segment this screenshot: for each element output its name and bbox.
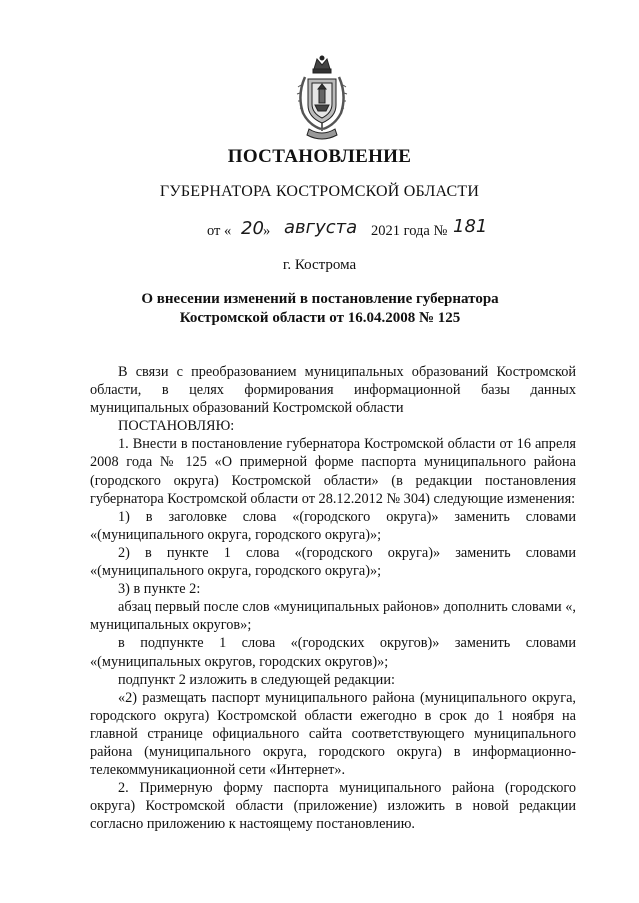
date-year-text: 2021 года № bbox=[371, 223, 448, 239]
city-name: г. Кострома bbox=[282, 257, 357, 273]
handwritten-number: 181 bbox=[453, 216, 488, 237]
document-subject-heading bbox=[120, 290, 520, 327]
paragraph-item-1: 1. Внести в постановление губернатора Костромской области от 16 апреля 2008 года № 125 «О примерной форме паспорта муниципального района (городского округа) Костромской области» (в редакции постановления губернатора Костромской области от 28.12.2012 № 304) следующие изменения: bbox=[90, 436, 576, 507]
coat-of-arms-emblem bbox=[295, 55, 349, 141]
paragraph-preamble: В связи с преобразованием муниципальных образований Костромской области, в целях формирования информационной базы данных муниципальных образований Костромской области bbox=[90, 364, 576, 417]
handwritten-month: августа bbox=[284, 217, 358, 238]
paragraph-decree: ПОСТАНОВЛЯЮ: bbox=[118, 418, 235, 435]
paragraph-subitem-3: 3) в пункте 2: bbox=[118, 581, 201, 598]
paragraph-subpoint-1: в подпункте 1 слова «(городских округов)» заменить словами «(муниципальных округов, городских округов)»; bbox=[90, 635, 576, 670]
date-number-line bbox=[0, 218, 639, 248]
document-title: ПОСТАНОВЛЕНИЕ bbox=[227, 146, 412, 167]
document-body bbox=[90, 363, 576, 833]
paragraph-subitem-2: 2) в пункте 1 слова «(городского округа)» заменить словами «(муниципального округа, городского округа)»; bbox=[90, 544, 576, 580]
heading-line-2: Костромской области от 16.04.2008 № 125 bbox=[179, 309, 461, 326]
paragraph-subpoint-2-text: «2) размещать паспорт муниципального района (муниципального округа, городского округа) Костромской области ежегодно в срок до 1 ноября на главной странице официального сайта соответствующего муниципального района (муниципального округа, городского округа) в информационно-телекоммуникационной сети «Интернет». bbox=[90, 689, 576, 779]
paragraph-item-2: 2. Примерную форму паспорта муниципального района (городского округа) Костромской области (приложение) изложить в новой редакции согласно приложению к настоящему постановлению. bbox=[90, 780, 576, 833]
date-prefix: от « bbox=[207, 223, 232, 239]
paragraph-abzac-first: абзац первый после слов «муниципальных районов» дополнить словами «, муниципальных округов»; bbox=[90, 599, 576, 634]
document-issuer: ГУБЕРНАТОРА КОСТРОМСКОЙ ОБЛАСТИ bbox=[159, 183, 480, 200]
heading-line-1: О внесении изменений в постановление губернатора bbox=[141, 291, 499, 307]
date-quote-close: » bbox=[263, 223, 271, 239]
handwritten-day: 20 bbox=[241, 218, 264, 239]
paragraph-subpoint-2-intro: подпункт 2 изложить в следующей редакции: bbox=[118, 671, 395, 688]
paragraph-subitem-1: 1) в заголовке слова «(городского округа)» заменить словами «(муниципального округа, городского округа)»; bbox=[90, 508, 576, 543]
